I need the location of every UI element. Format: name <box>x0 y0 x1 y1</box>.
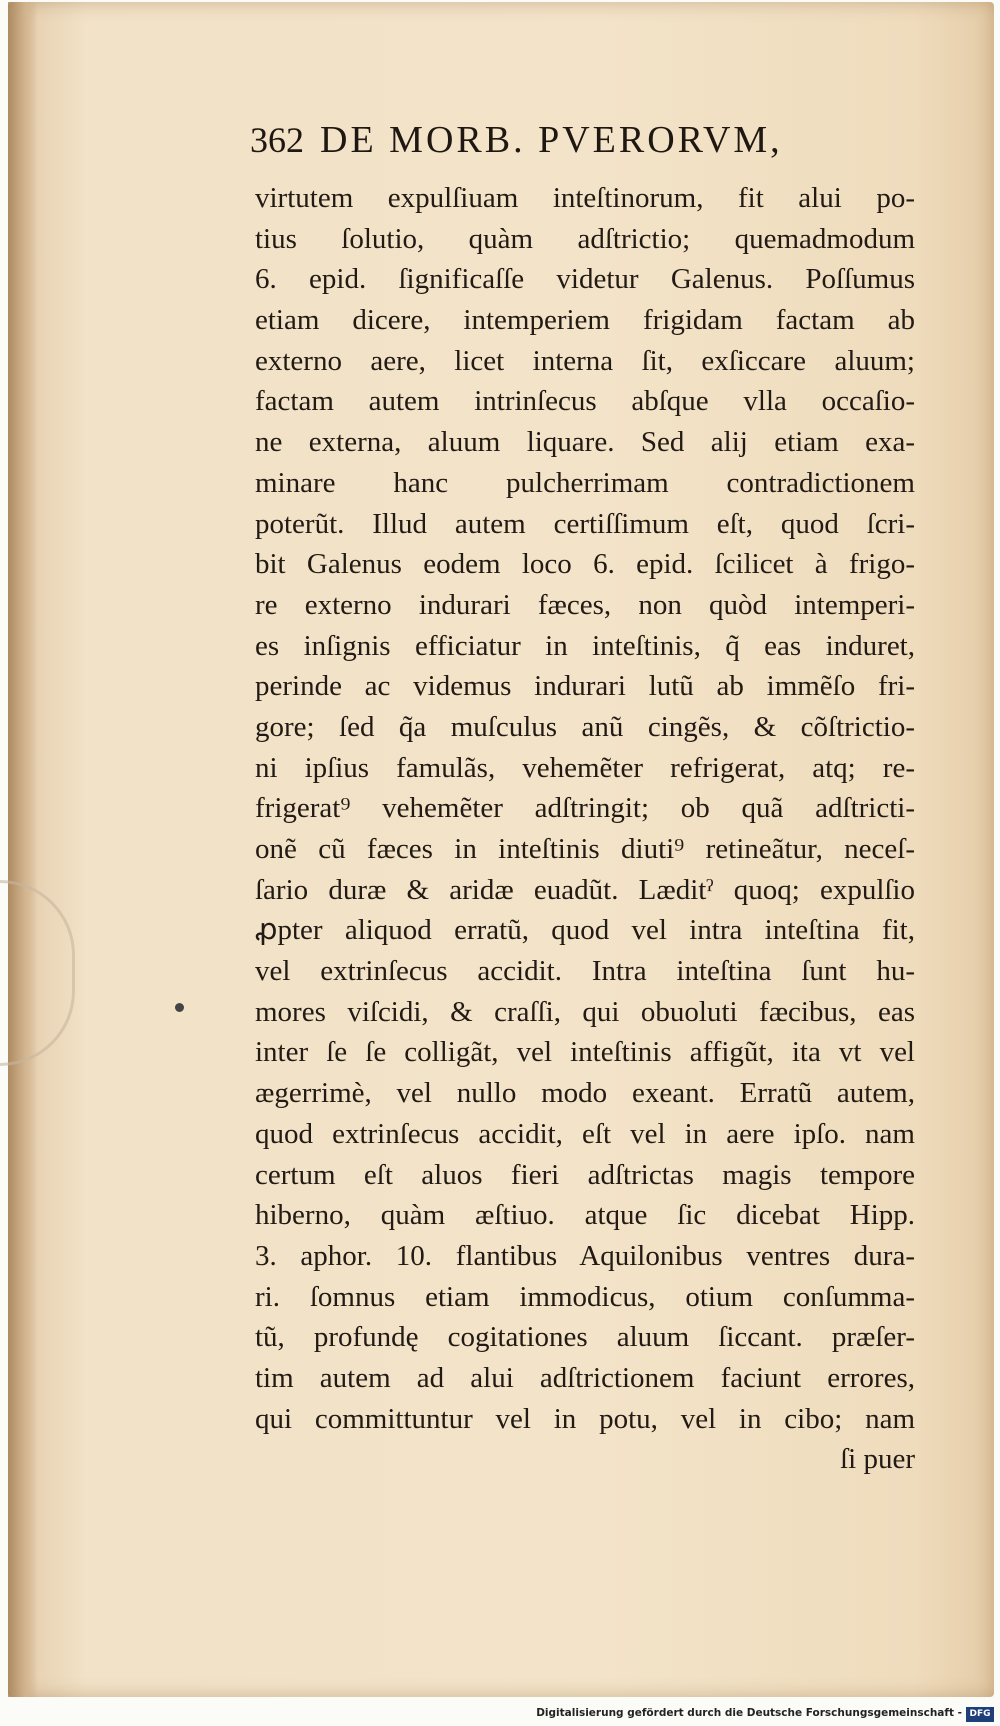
text-line: qui committuntur vel in potu, vel in cibo; nam <box>255 1402 915 1435</box>
body-text <box>255 178 915 1480</box>
text-line: es inſignis efficiatur in inteſtinis, q̃ eas induret, <box>255 629 915 662</box>
dfg-logo: DFG <box>966 1707 994 1722</box>
text-line: gore; ſed q̃a muſculus anũ cingẽs, & cõſtrictio- <box>255 710 915 743</box>
funding-credit: Digitalisierung gefördert durch die Deutsche Forschungsgemeinschaft - <box>536 1707 962 1719</box>
text-line: ni ipſius famulãs, vehemẽter refrigerat, atq; re- <box>255 751 915 784</box>
text-line: quod extrinſecus accidit, eſt vel in aere ipſo. nam <box>255 1117 915 1150</box>
text-line: etiam dicere, intemperiem frigidam factam ab <box>255 304 915 337</box>
text-line: tim autem ad alui adſtrictionem faciunt errores, <box>255 1361 915 1394</box>
page-binding-shadow <box>8 2 38 1697</box>
running-head: DE MORB. PVERORVM, <box>320 119 783 161</box>
text-line: ſario duræ & aridæ euadũt. Læditˀ quoq; expulſio <box>255 873 915 906</box>
text-line: 6. epid. ſignificaſſe videtur Galenus. Poſſumus <box>255 263 915 296</box>
ink-spot <box>175 1003 184 1012</box>
text-line: perinde ac videmus indurari lutũ ab immẽſo fri- <box>255 670 915 703</box>
text-line: inter ſe ſe colligãt, vel inteſtinis affigũt, ita vt vel <box>255 1036 915 1069</box>
page-header <box>250 118 910 162</box>
page-number: 362 <box>250 120 304 160</box>
text-line: certum eſt aluos fieri adſtrictas magis tempore <box>255 1158 915 1191</box>
text-line: 3. aphor. 10. flantibus Aquilonibus ventres dura- <box>255 1239 915 1272</box>
text-line: factam autem intrinſecus abſque vlla occaſio- <box>255 385 915 418</box>
text-line: re externo indurari fæces, non quòd intemperi- <box>255 588 915 621</box>
text-line: hiberno, quàm æſtiuo. atque ſic dicebat Hipp. <box>255 1199 915 1232</box>
text-line: ꝓpter aliquod erratũ, quod vel intra inteſtina fit, <box>255 914 915 947</box>
text-line: mores viſcidi, & craſſi, qui obuoluti fæcibus, eas <box>255 995 915 1028</box>
text-line: tũ, profundę cogitationes aluum ſiccant. præſer- <box>255 1321 915 1354</box>
text-line: ri. ſomnus etiam immodicus, otium conſumma- <box>255 1280 915 1313</box>
text-line: frigerat⁹ vehemẽter adſtringit; ob quã adſtricti- <box>255 792 915 825</box>
text-line: tius ſolutio, quàm adſtrictio; quemadmodum <box>255 222 915 255</box>
text-line: virtutem expulſiuam inteſtinorum, fit alui po- <box>255 182 915 214</box>
text-line: minare hanc pulcherrimam contradictionem <box>255 466 915 499</box>
text-line: ſi puer <box>840 1443 915 1476</box>
text-line: ægerrimè, vel nullo modo exeant. Erratũ autem, <box>255 1077 915 1110</box>
text-line: externo aere, licet interna ſit, exſiccare aluum; <box>255 344 915 377</box>
text-line: poterũt. Illud autem certiſſimum eſt, quod ſcri- <box>255 507 915 540</box>
text-line: ne externa, aluum liquare. Sed alij etiam exa- <box>255 426 915 459</box>
text-line: bit Galenus eodem loco 6. epid. ſcilicet à frigo- <box>255 548 915 581</box>
text-line: onẽ cũ fæces in inteſtinis diuti⁹ retineãtur, neceſ- <box>255 833 915 865</box>
footer-bar <box>0 1705 1000 1726</box>
text-line: vel extrinſecus accidit. Intra inteſtina ſunt hu- <box>255 955 915 988</box>
